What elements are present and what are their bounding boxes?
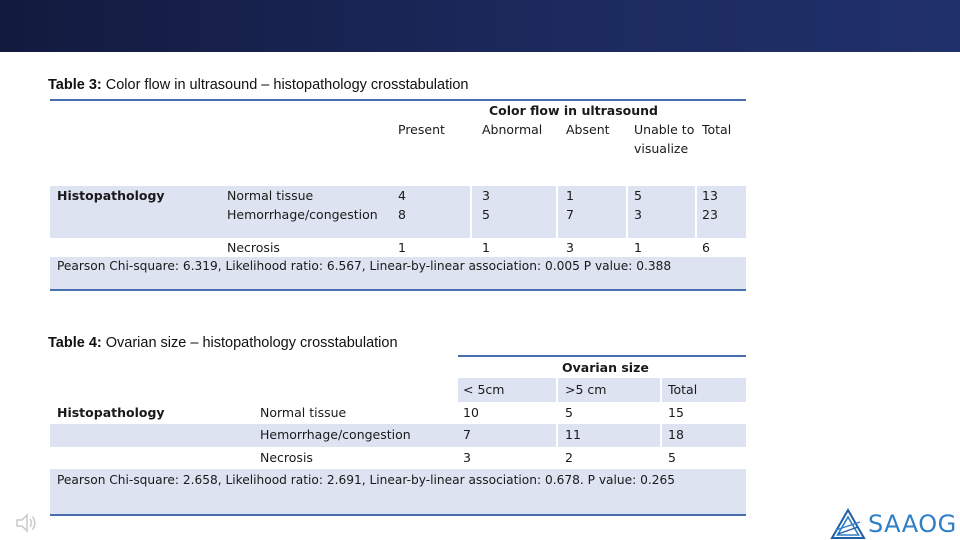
table3-caption-text: Color flow in ultrasound – histopathology crosstabulation <box>101 77 469 93</box>
table4-caption <box>48 335 398 351</box>
table4-cell: 5 <box>668 450 676 465</box>
table4-header-total: Total <box>668 382 698 397</box>
table3-cell: 1 <box>566 188 574 203</box>
table3-cell: 5 <box>482 207 490 222</box>
table4-cell: 11 <box>565 427 581 442</box>
table3-header-total: Total <box>702 122 732 137</box>
table4-bottom-rule <box>50 514 746 516</box>
table3-bottom-rule <box>50 289 746 291</box>
table3-cell: 5 <box>634 188 642 203</box>
table3-header-present: Present <box>398 122 445 137</box>
saaog-logo <box>830 508 957 540</box>
logo-text: SAAOG <box>868 510 957 538</box>
table4-row-label: Histopathology <box>57 405 165 420</box>
table4-row-hemorrhage-label: Hemorrhage/congestion <box>260 427 411 442</box>
table3-cell: 23 <box>702 207 718 222</box>
table3-cell: 3 <box>634 207 642 222</box>
table4-cell: 10 <box>463 405 479 420</box>
table3-row-label: Histopathology <box>57 188 165 203</box>
table3-cell: 8 <box>398 207 406 222</box>
table3-caption-number: Table 3: <box>48 77 102 93</box>
table3-row-hemorrhage-label: Hemorrhage/congestion <box>227 207 378 222</box>
table3-cell: 13 <box>702 188 718 203</box>
table4-row-normal-label: Normal tissue <box>260 405 347 420</box>
table3-cell: 3 <box>482 188 490 203</box>
table4-header-lt5: < 5cm <box>463 382 505 397</box>
table3-caption <box>48 77 468 93</box>
table3-cell: 6 <box>702 240 710 255</box>
table3-header-unable: Unable to visualize <box>634 122 695 156</box>
table4-cell: 2 <box>565 450 573 465</box>
table4-top-rule <box>458 355 746 357</box>
table4-cell: 7 <box>463 427 471 442</box>
table4-header-gt5: >5 cm <box>565 382 607 397</box>
table3-cell: 1 <box>482 240 490 255</box>
table4-row-necrosis-label: Necrosis <box>260 450 313 465</box>
table4-footer: Pearson Chi-square: 2.658, Likelihood ratio: 2.691, Linear-by-linear association: 0.678. P value: 0.265 <box>57 473 675 487</box>
table3-cell: 4 <box>398 188 406 203</box>
table4-caption-number: Table 4: <box>48 335 102 351</box>
table4-cell: 3 <box>463 450 471 465</box>
table4-group-header: Ovarian size <box>562 360 649 375</box>
table3-footer: Pearson Chi-square: 6.319, Likelihood ratio: 6.567, Linear-by-linear association: 0.005 P value: 0.388 <box>57 259 672 273</box>
table4-caption-text: Ovarian size – histopathology crosstabulation <box>101 335 398 351</box>
table3-header-abnormal: Abnormal <box>482 122 543 137</box>
table3-row-necrosis-label: Necrosis <box>227 240 280 255</box>
table3-row-normal-label: Normal tissue <box>227 188 314 203</box>
speaker-icon[interactable] <box>14 512 38 534</box>
table4-cell: 18 <box>668 427 684 442</box>
saaog-logo-icon <box>830 508 866 540</box>
table3-cell: 7 <box>566 207 574 222</box>
table4-cell: 5 <box>565 405 573 420</box>
table4-cell: 15 <box>668 405 684 420</box>
table3-cell: 3 <box>566 240 574 255</box>
table3-group-header: Color flow in ultrasound <box>489 103 658 118</box>
table3-cell: 1 <box>634 240 642 255</box>
header-bar <box>0 0 960 52</box>
table3-cell: 1 <box>398 240 406 255</box>
table3-header-absent: Absent <box>566 122 610 137</box>
